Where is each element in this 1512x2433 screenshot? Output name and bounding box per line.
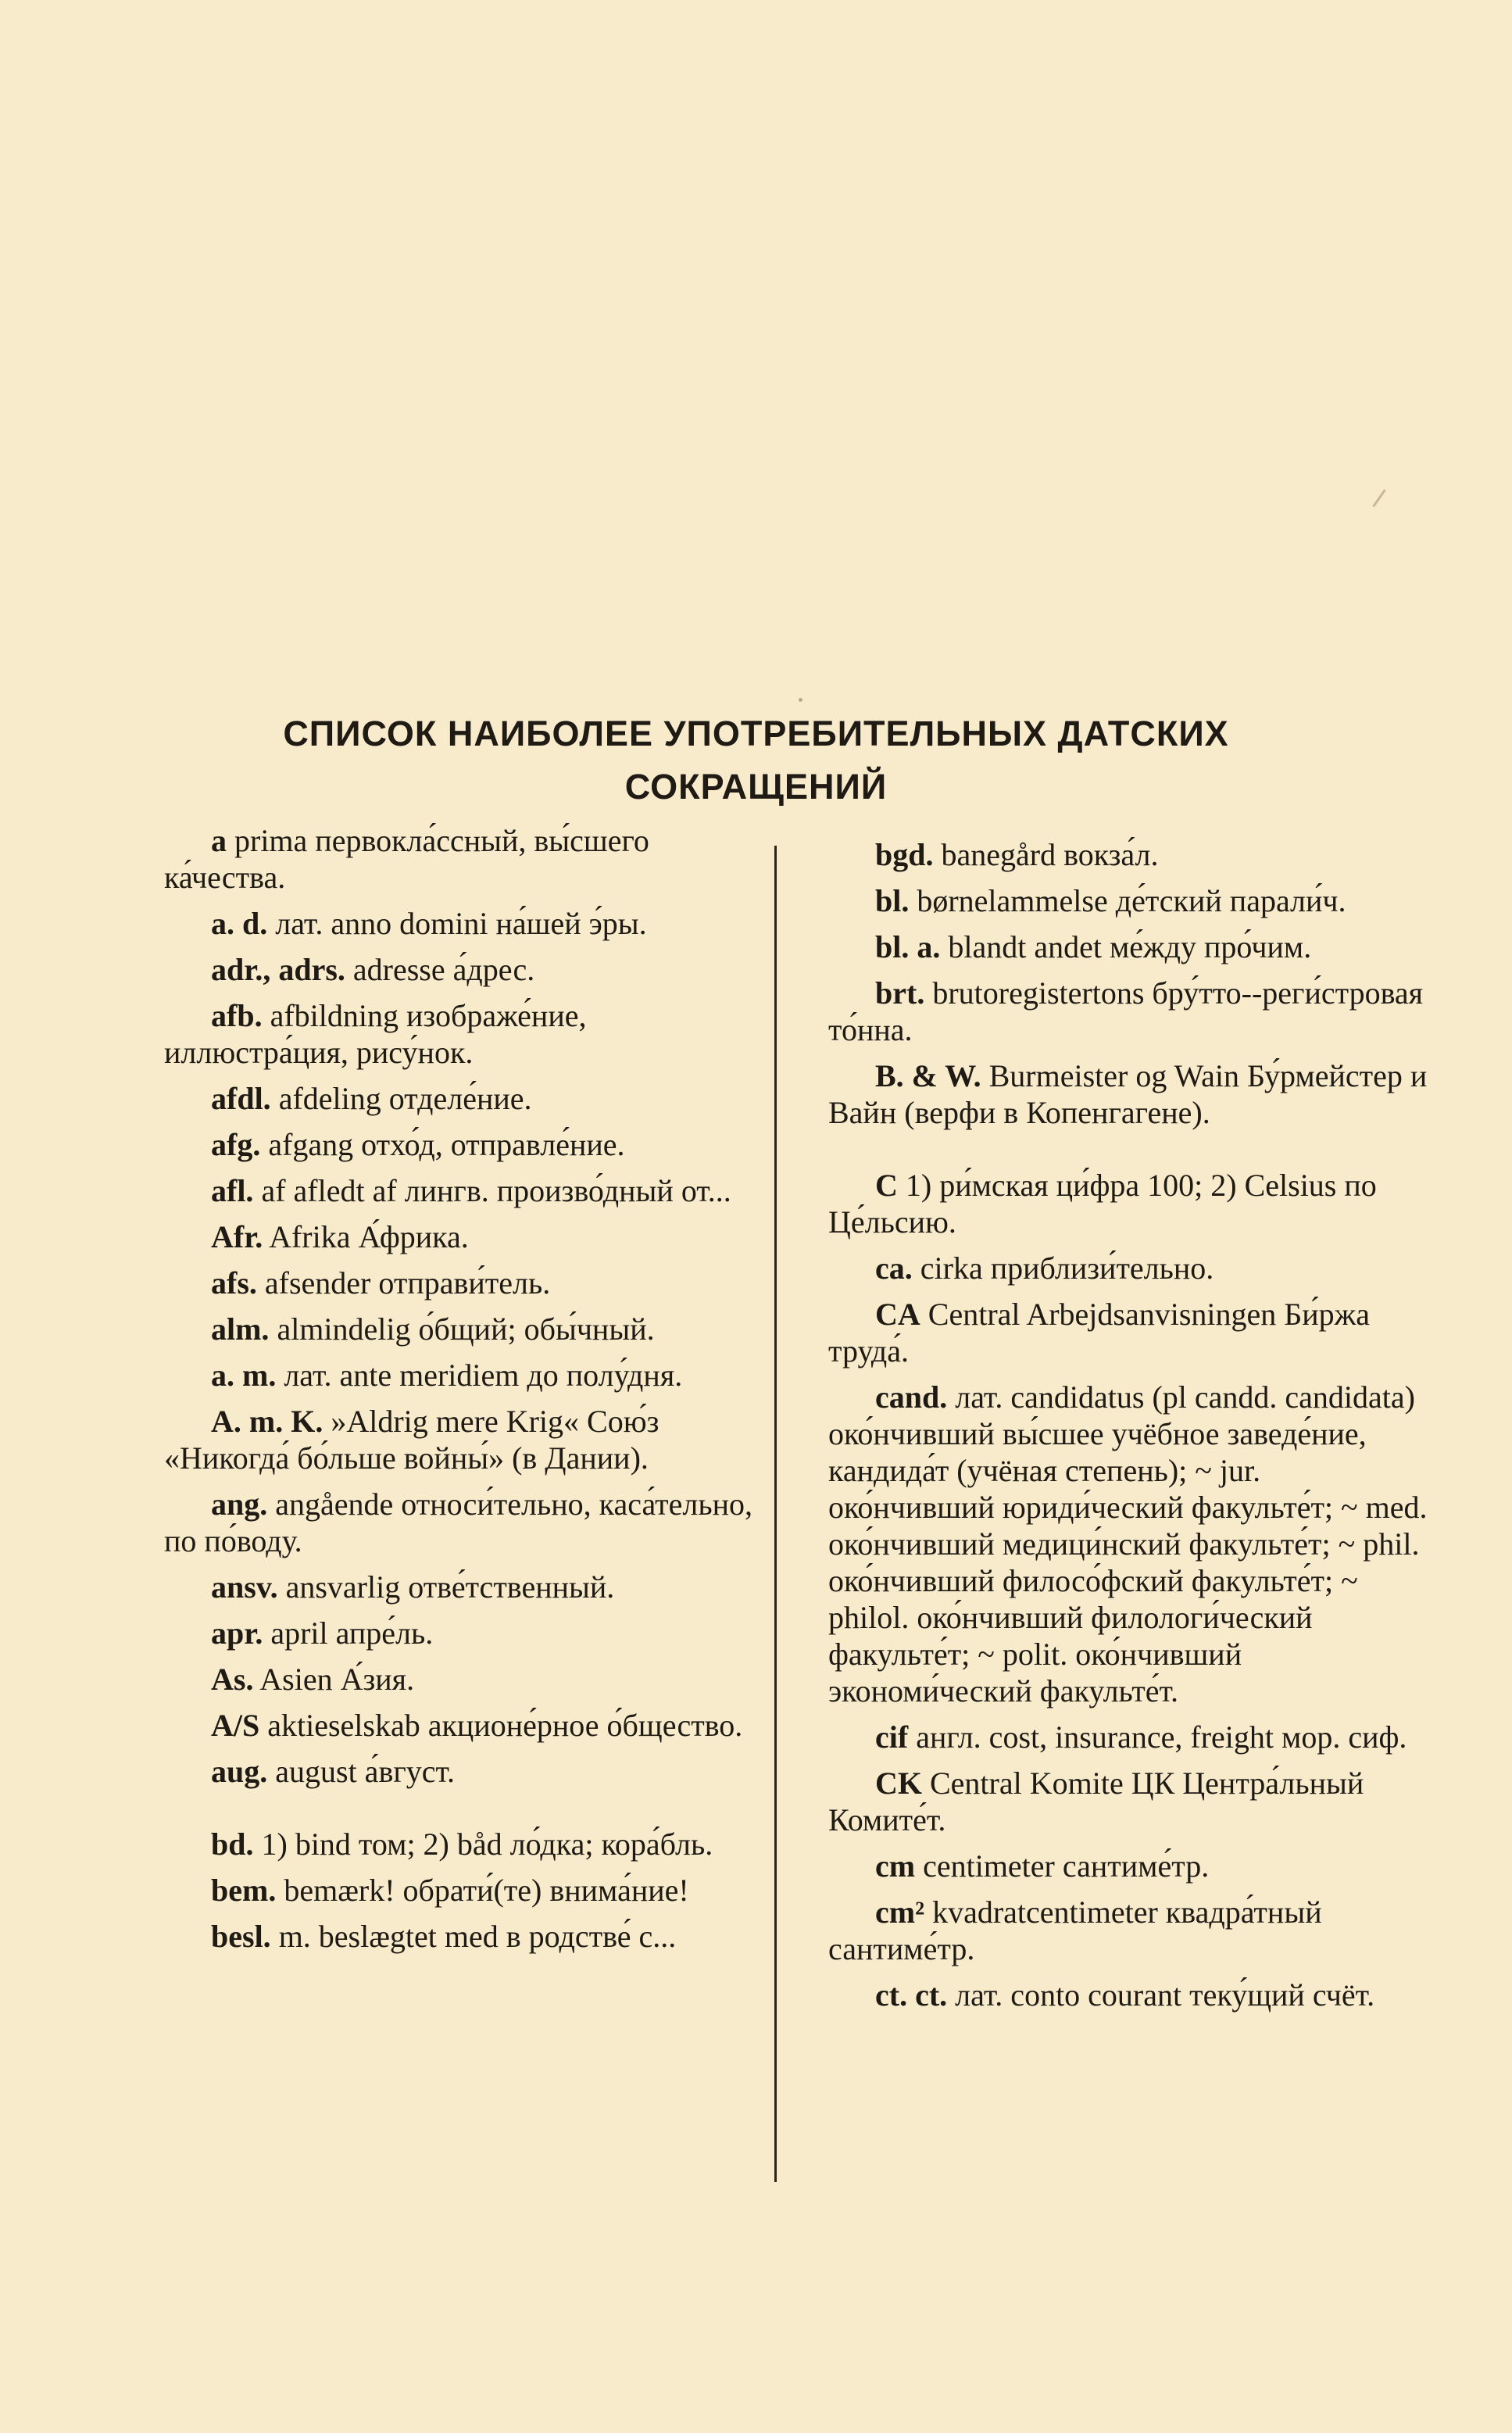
entry-text: Central Arbejdsanvisningen Би́ржа труда́.: [828, 1297, 1371, 1369]
entry-abbr: cif: [875, 1719, 909, 1755]
entry-abbr: ansv.: [211, 1569, 278, 1605]
entry-abbr: afb.: [211, 998, 263, 1033]
entry-abbr: a: [211, 823, 227, 858]
entry-text: august а́вгуст.: [275, 1754, 455, 1789]
entry-abbr: A/S: [211, 1708, 260, 1743]
entry-text: prima первокла́ссный, вы́сшего ка́чества.: [164, 823, 649, 895]
entry-abbr: bem.: [211, 1873, 277, 1908]
entry: [164, 1918, 758, 1955]
entry-text: af afledt af лингв. произво́дный от...: [261, 1173, 731, 1208]
entry: [164, 1265, 758, 1301]
entry-text: angående относи́тельно, каса́тельно, по по́воду.: [164, 1487, 753, 1558]
entry: [164, 1753, 758, 1790]
entry-abbr: CA: [875, 1297, 920, 1332]
entry-text: afsender отправи́тель.: [264, 1265, 551, 1301]
entry-text: Afrika А́фрика.: [269, 1219, 469, 1254]
entry-text: англ. cost, insurance, freight мор. сиф.: [916, 1719, 1407, 1755]
entry: [164, 1826, 758, 1862]
entry-abbr: afg.: [211, 1127, 261, 1162]
entry-abbr: brt.: [875, 975, 925, 1011]
entry-abbr: C: [875, 1168, 898, 1203]
entry: [828, 1379, 1430, 1709]
entry: [164, 1615, 758, 1651]
entry-abbr: As.: [211, 1662, 254, 1697]
entry: [164, 1403, 758, 1476]
entry-abbr: afs.: [211, 1265, 257, 1301]
entry: [828, 836, 1430, 873]
title-line-2: СОКРАЩЕНИЙ: [624, 767, 888, 807]
entry-text: m. beslægtet med в родстве́ с...: [278, 1919, 677, 1954]
entry-text: almindelig о́бщий; обы́чный.: [277, 1311, 655, 1347]
entry-text: afbildning изображе́ние, иллюстра́ция, рису́нок.: [164, 998, 587, 1070]
entry-text: лат. ante meridiem до полу́дня.: [284, 1358, 683, 1393]
entry-text: blandt andet ме́жду про́чим.: [948, 929, 1312, 964]
entry-abbr: bl. a.: [875, 929, 941, 964]
entry-abbr: ct. ct.: [875, 1977, 948, 2013]
entry-text: cirka приблизи́тельно.: [920, 1250, 1214, 1286]
entry-text: Burmeister og Wain Бу́рмейстер и Вайн (верфи в Копенгагене).: [828, 1058, 1428, 1130]
entry-abbr: bd.: [211, 1827, 254, 1862]
entry: [164, 1661, 758, 1698]
entry-abbr: ang.: [211, 1487, 268, 1522]
entry: [828, 882, 1430, 919]
entry: [164, 997, 758, 1071]
entry: [164, 1357, 758, 1394]
entry: [828, 1848, 1430, 1884]
entry-abbr: aug.: [211, 1754, 268, 1789]
entry-abbr: bgd.: [875, 837, 934, 872]
entry: [164, 951, 758, 988]
entry: [828, 1167, 1430, 1240]
entry: [828, 1057, 1430, 1131]
entry: [164, 1172, 758, 1209]
entry: [164, 1872, 758, 1909]
entry-abbr: B. & W.: [875, 1058, 981, 1093]
entry-abbr: apr.: [211, 1615, 263, 1651]
entry-text: adresse а́дрес.: [352, 952, 535, 987]
entry-text: april апре́ль.: [270, 1615, 434, 1651]
entry: [828, 928, 1430, 965]
paper-speck: [799, 698, 802, 702]
entry: [164, 905, 758, 942]
entry: [828, 975, 1430, 1048]
pencil-mark: [1372, 489, 1385, 507]
entry-text: afgang отхо́д, отправле́ние.: [268, 1127, 625, 1162]
entry-text: brutoregistertons бру́тто--реги́стровая то́нна.: [828, 975, 1424, 1047]
column-divider: [774, 846, 777, 2182]
entry: [164, 1707, 758, 1744]
entry-text: лат. conto courant теку́щий счёт.: [955, 1977, 1375, 2013]
entry-abbr: Afr.: [211, 1219, 263, 1254]
entry-abbr: afl.: [211, 1173, 254, 1208]
entry-text: Central Komite ЦК Центра́льный Комите́т.: [828, 1766, 1364, 1837]
entry-text: 1) ри́мская ци́фра 100; 2) Celsius по Це́льсию.: [828, 1168, 1377, 1240]
entry: [828, 1894, 1430, 1967]
entry-text: ansvarlig отве́тственный.: [285, 1569, 615, 1605]
entry: [164, 822, 758, 896]
entry: [828, 1250, 1430, 1286]
entry-abbr: cm: [875, 1848, 916, 1884]
entry: [164, 1080, 758, 1117]
entry-text: »Aldrig mere Krig« Сою́з «Никогда́ бо́льше войны́» (в Дании).: [164, 1404, 659, 1476]
left-column: [164, 822, 758, 1964]
entry-text: лат. candidatus (pl candd. candidata) око́нчивший вы́сшее учёбное заведе́ние, кандида́т (учёная степень); ~ jur. око́нчивший юриди́ческий факульте́т; ~ med. око́нчивший медици́нский факульте́т; ~ phil. око́нчивший филосо́фский факульте́т; ~ philol. око́нчивший филологи́ческий факульте́т; ~ polit. око́нчивший экономи́ческий факульте́т.: [828, 1379, 1428, 1708]
title-line-1: СПИСОК НАИБОЛЕЕ УПОТРЕБИТЕЛЬНЫХ ДАТСКИХ: [283, 714, 1229, 753]
entry-abbr: a. d.: [211, 906, 268, 941]
entry-text: kvadratcentimeter квадра́тный сантиме́тр.: [828, 1895, 1322, 1966]
entry-text: лат. anno domini на́шей э́ры.: [275, 906, 647, 941]
entry-text: Asien А́зия.: [259, 1662, 415, 1697]
entry-text: børnelammelse де́тский парали́ч.: [917, 883, 1346, 918]
entry-abbr: bl.: [875, 883, 910, 918]
entry-text: 1) bind том; 2) båd ло́дка; кора́бль.: [261, 1827, 713, 1862]
entry: [828, 1977, 1430, 2013]
entry: [164, 1218, 758, 1255]
entry: [828, 1296, 1430, 1369]
entry: [164, 1569, 758, 1605]
entry-abbr: afdl.: [211, 1081, 271, 1116]
entry-abbr: A. m. K.: [211, 1404, 323, 1439]
entry: [164, 1486, 758, 1559]
page-title: [234, 707, 1278, 814]
entry-text: banegård вокза́л.: [941, 837, 1159, 872]
entry-abbr: alm.: [211, 1311, 270, 1347]
entry-abbr: CK: [875, 1766, 922, 1801]
entry-text: centimeter сантиме́тр.: [923, 1848, 1210, 1884]
entry-abbr: besl.: [211, 1919, 271, 1954]
entry: [828, 1765, 1430, 1838]
entry-abbr: a. m.: [211, 1358, 277, 1393]
entry-text: afdeling отделе́ние.: [278, 1081, 532, 1116]
entry: [828, 1719, 1430, 1755]
entry-abbr: adr., adrs.: [211, 952, 345, 987]
entry-text: bemærk! обрати́(те) внима́ние!: [284, 1873, 689, 1908]
entry-abbr: ca.: [875, 1250, 913, 1286]
entry-text: aktieselskab акционе́рное о́бщество.: [267, 1708, 743, 1743]
entry: [164, 1311, 758, 1347]
entry: [164, 1126, 758, 1163]
right-column: [828, 836, 1430, 2023]
entry-abbr: cand.: [875, 1379, 948, 1415]
entry-abbr: cm²: [875, 1895, 925, 1930]
